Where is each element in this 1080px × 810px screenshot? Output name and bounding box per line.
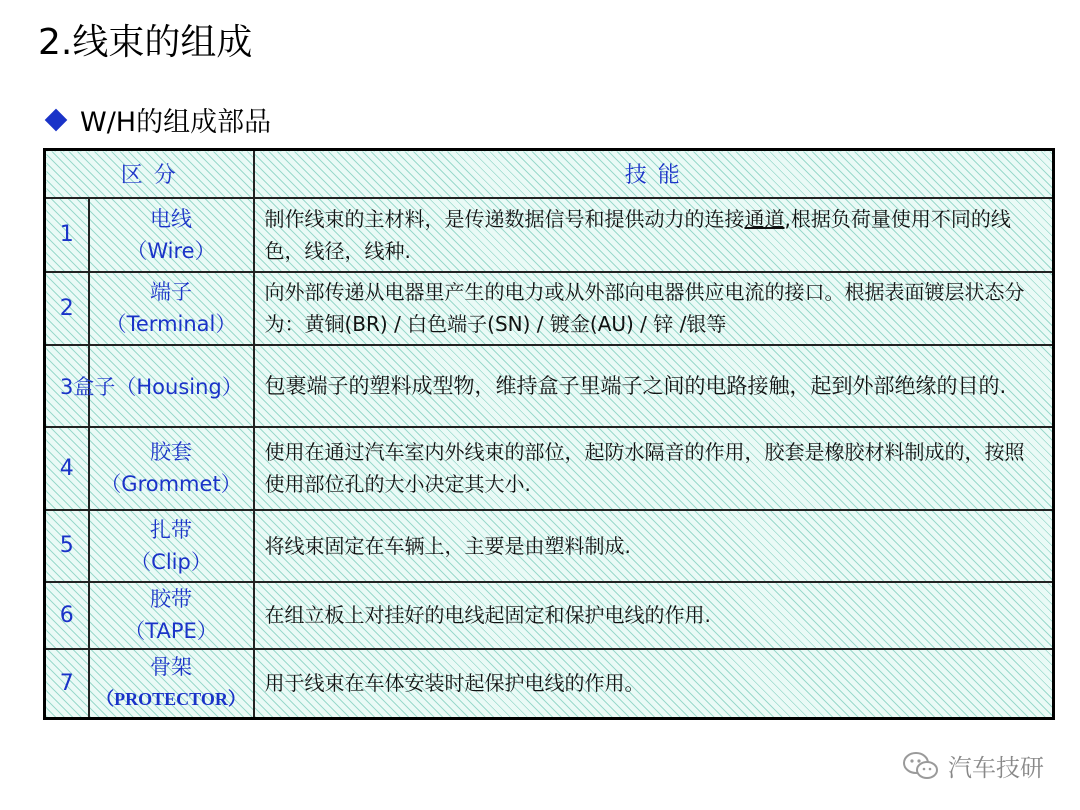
component-name [89, 427, 254, 510]
table-row [45, 510, 1054, 582]
component-description: 使用在通过汽车室内外线束的部位，起防水隔音的作用，胶套是橡胶材料制成的，按照使用部位孔的大小决定其大小. [254, 427, 1054, 510]
component-description: 将线束固定在车辆上，主要是由塑料制成. [254, 510, 1054, 582]
component-name-cn: 骨架 [150, 655, 192, 680]
housing-row-label [60, 371, 243, 401]
table-header-row [45, 150, 1054, 198]
description-text: ,根据负荷量使用不同的线色，线径，线种. [264, 206, 1011, 263]
component-description: 用于线束在车体安装时起保护电线的作用。 [254, 649, 1054, 719]
component-name-cn: 胶套 [150, 440, 192, 464]
section-heading-text: W/H的组成部品 [80, 107, 272, 138]
component-description [254, 198, 1054, 272]
component-name-cn: 胶带 [150, 587, 192, 611]
row-number: 6 [45, 582, 89, 649]
table-row [45, 272, 1054, 345]
component-name-en: （Grommet） [100, 472, 242, 496]
component-name-en: （Terminal） [105, 312, 237, 336]
table-row [45, 345, 1054, 427]
component-name [89, 510, 254, 582]
table-row [45, 427, 1054, 510]
wechat-icon [902, 750, 940, 782]
table-row [45, 198, 1054, 272]
row-number: 2 [45, 272, 89, 345]
component-name [89, 198, 254, 272]
row-number: 4 [45, 427, 89, 510]
component-name [89, 582, 254, 649]
row-number-cell [45, 345, 243, 427]
row-number: 5 [45, 510, 89, 582]
page-title: 2.线束的组成 [38, 22, 253, 63]
component-name-en: （Wire） [126, 238, 216, 263]
components-table [43, 148, 1055, 720]
watermark [902, 748, 1044, 783]
header-function: 技 能 [254, 150, 1054, 198]
row-number: 7 [45, 649, 89, 719]
component-description: 向外部传递从电器里产生的电力或从外部向电器供应电流的接口。根据表面镀层状态分为：黄铜(BR) / 白色端子(SN) / 镀金(AU) / 锌 /银等 [254, 272, 1054, 345]
table-row [45, 649, 1054, 719]
component-name-en: （TAPE） [124, 619, 218, 643]
description-underlined: 通道 [744, 206, 785, 231]
diamond-bullet-icon [45, 108, 68, 131]
table-row [45, 582, 1054, 649]
component-name-cn: 端子 [150, 280, 192, 304]
watermark-text: 汽车技研 [948, 754, 1044, 782]
row-number: 1 [45, 198, 89, 272]
description-text: 制作线束的主材料，是传递数据信号和提供动力的连接 [264, 206, 745, 231]
component-name [89, 649, 254, 719]
header-category: 区 分 [45, 150, 254, 198]
component-name-en: （PROTECTOR） [96, 689, 246, 710]
section-heading [42, 100, 271, 139]
component-name-full: 盒子（Housing） [73, 374, 243, 399]
component-description: 包裹端子的塑料成型物，维持盒子里端子之间的电路接触，起到外部绝缘的目的. [254, 345, 1054, 427]
component-name-cn: 电线 [150, 206, 192, 231]
component-name [89, 272, 254, 345]
component-name-en: （Clip） [130, 549, 212, 574]
row-number: 3 [60, 374, 74, 399]
component-description: 在组立板上对挂好的电线起固定和保护电线的作用. [254, 582, 1054, 649]
component-name-cn: 扎带 [150, 517, 192, 542]
